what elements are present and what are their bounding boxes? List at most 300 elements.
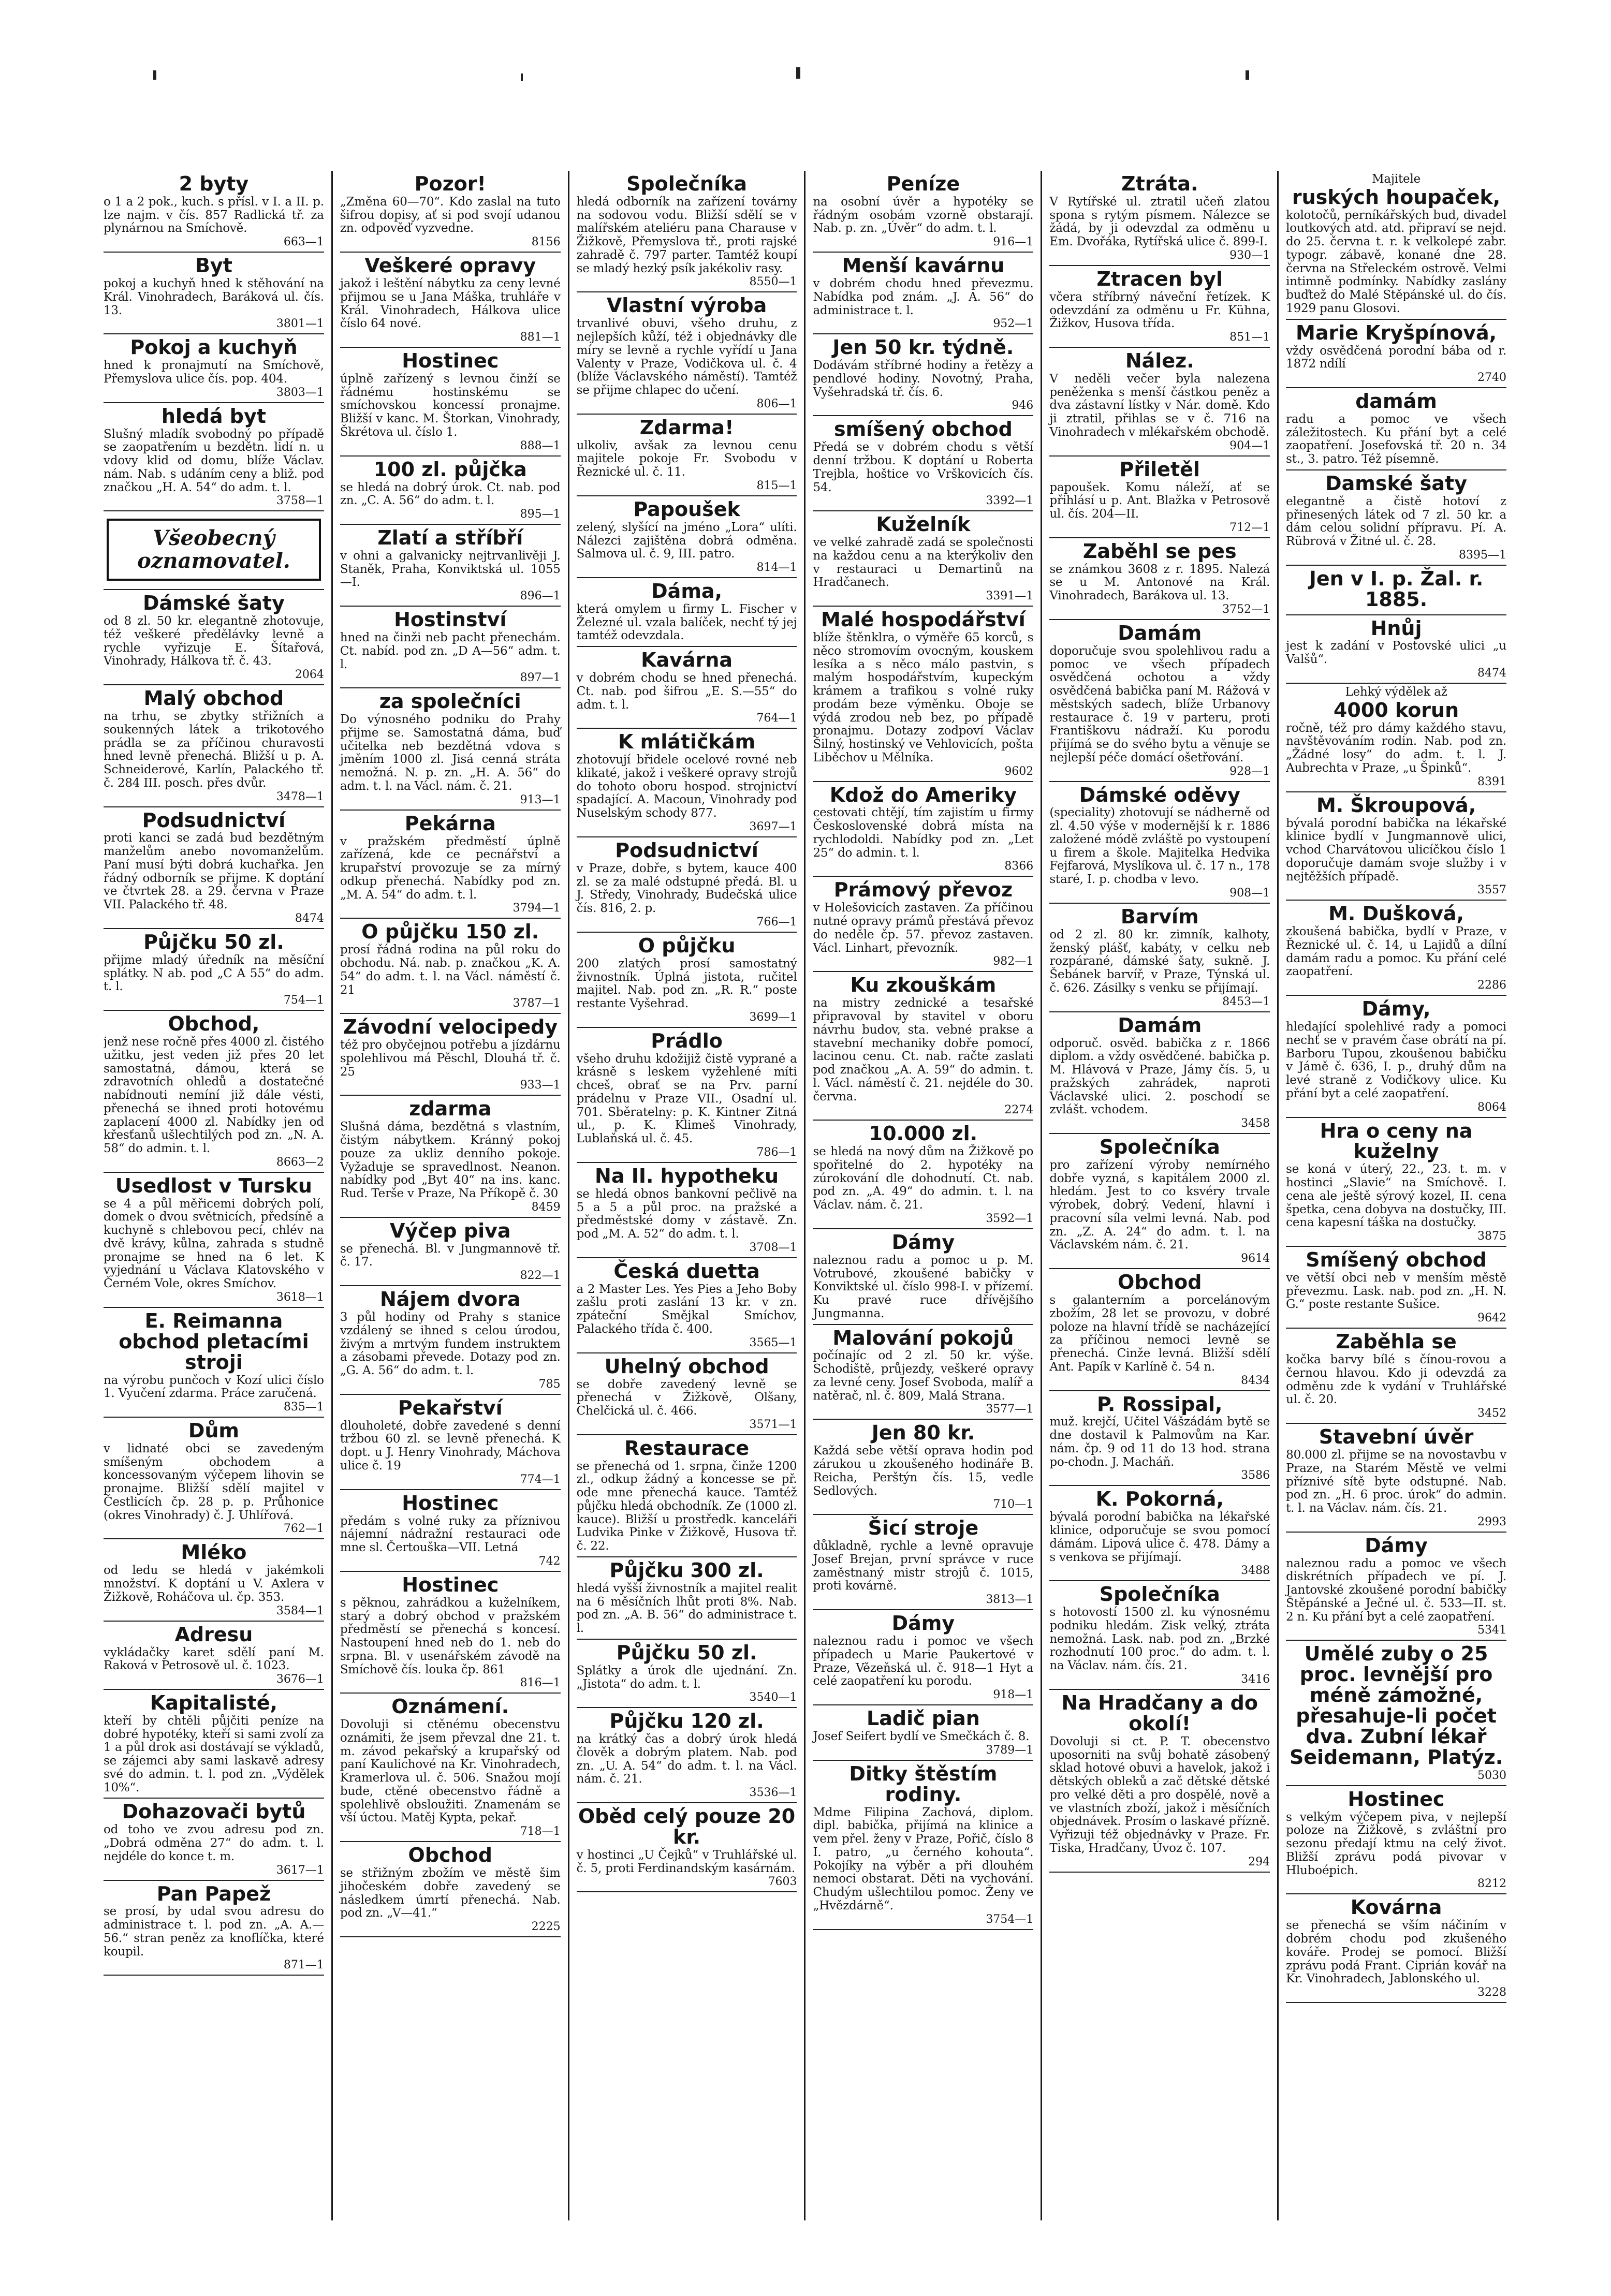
ad-title: Dámy — [891, 1230, 955, 1254]
ad-body: úplně zařízený s levnou činží se řádnému hostinskému se smíchovskou koncessí pronajme. Bližší v kanc. M. Štorkan, Vinohrady, Škrétova ul. číslo 1. — [340, 372, 561, 439]
ad-title: Mléko — [181, 1541, 247, 1564]
ad-body: Dovoluji si ctěnému obecenstvu oznámiti, že jsem převzal dne 21. t. m. závod pekařský a krupařský od paní Kaulichové na Kr. Vinohradech, Kramerlova ul. č. 506. Snažou mojí bude, ctěné obecenstvo řádně a spolehlivě obsloužiti. Znamenám se vší úctou. Matěj Kypta, pekař. — [340, 1718, 561, 1825]
ad-body: ve velké zahradě zadá se společnosti na každou cenu a na kterýkoliv den v restauraci u Demartinů na Hradčanech. — [813, 536, 1034, 590]
classified-ad — [1286, 1329, 1506, 1424]
ad-title: Zaběhla se — [1336, 1330, 1457, 1353]
ad-reference-number: 3708—1 — [749, 1241, 797, 1254]
classified-ad — [340, 1014, 561, 1096]
ad-title: Výčep piva — [389, 1219, 511, 1242]
ad-body: s pěknou, zahrádkou a kuželníkem, starý a dobrý obchod v pražském předměstí se přenechá s koncesí. Nastoupení hned neb do 1. neb do srpna. Bl. v usenářském závodě na Smíchově čís. louka čp. 861 — [340, 1596, 561, 1676]
ad-body: naleznou radu a pomoc ve všech diskrétních případech ve pí. J. Jantovské zkoušené porodní babičky Štěpánské a Ječné ul. č. 533—II. st. 2 n. Ku přání byt a celé zaopatření. — [1286, 1556, 1506, 1624]
classified-ad — [1286, 684, 1506, 792]
ad-title: Usedlost v Tursku — [115, 1174, 312, 1197]
ad-title: Zlatí a stříbří — [377, 526, 523, 550]
newspaper-page — [104, 171, 1506, 2220]
ad-title: M. Škroupová, — [1316, 793, 1476, 817]
classified-ad — [340, 607, 561, 688]
classified-ad — [577, 1028, 797, 1163]
classified-ad — [340, 811, 561, 919]
ad-reference-number: 3577—1 — [986, 1403, 1034, 1416]
ad-reference-number: 8474 — [295, 911, 324, 925]
ad-body: Do výnosného podniku do Prahy přijme se. Samostatná dáma, buď učitelka neb bezdětná vdova s jměním 1000 zl. Jisá cenná stráta nemožná. N. p. zn. „H. A. 56“ do adm. t. l. na Václ. nám. č. 21. — [340, 713, 561, 793]
ad-body: se přenechá se vším náčiním v dobrém chodu pod zkušeného kováře. Prodej se pomocí. Bližší zprávu podá Frant. Ciprián kovář na Kr. Vinohradech, Jablonského ul. — [1286, 1919, 1506, 1986]
ad-title: Pan Papež — [156, 1882, 271, 1905]
classified-ad — [1286, 1894, 1506, 2003]
ad-reference-number: 3699—1 — [749, 1010, 797, 1024]
ad-body: dlouholeté, dobře zavedené s denní tržbou 60 zl. se levně přenechá. K dopt. u J. Henry Vinohrady, Máchova ulice č. 19 — [340, 1419, 561, 1473]
ad-body: s galanterním a porcelánovým zbožím, 28 let se provozu, v dobré poloze na hlavní třídě se nacházející za příčinou nemoci levně se přenechá. Cinže levná. Bližší sdělí Ant. Papík v Karlíně č. 54 n. — [1049, 1293, 1270, 1374]
classified-ad — [1049, 1581, 1270, 1690]
ad-reference-number: 663—1 — [283, 236, 324, 249]
classified-ad — [340, 1694, 561, 1842]
ad-column — [1277, 171, 1506, 2220]
classified-ad — [1286, 1786, 1506, 1895]
margin-mark — [1246, 70, 1249, 80]
classified-ad — [577, 1640, 797, 1708]
classified-ad — [577, 1557, 797, 1640]
ad-title: Menší kavárnu — [842, 254, 1005, 277]
ad-body: Slušná dáma, bezdětná s vlastním, čistým nábytkem. Kránný pokoj pouze za ukliz denního pokoje. Vyžaduje se spravedlnost. Neanon. nabídky pod „Byt 40“ na ins. kanc. Rud. Terše v Praze, Na Příkopě č. 30 — [340, 1120, 561, 1201]
ad-title: smíšený obchod — [833, 418, 1013, 441]
ad-body: ve větší obci neb v menším městě převezmu. Lask. nab. pod zn. „H. N. G.“ poste restante Sušice. — [1286, 1271, 1506, 1312]
classified-ad — [1286, 1118, 1506, 1247]
ad-title: Kovárna — [1350, 1896, 1442, 1919]
classified-ad — [577, 1258, 797, 1353]
ad-body: hned k pronajmutí na Smíchově, Přemyslova ulice čís. pop. 404. — [104, 359, 324, 386]
classified-ad — [813, 607, 1033, 782]
ad-title: Ztráta. — [1121, 172, 1198, 195]
classified-ad — [1286, 996, 1506, 1117]
ad-title: Kuželník — [876, 513, 971, 536]
ad-reference-number: 3676—1 — [276, 1673, 324, 1686]
ad-title: Malování pokojů — [832, 1326, 1014, 1349]
ad-reference-number: 806—1 — [756, 397, 797, 410]
ad-body: naleznou radu a pomoc u p. M. Votrubové, zkoušené babičky v Konviktské ul. číslo 998-I. v přízemí. Ku pravé ruce dřívějšího Jungmanna. — [813, 1253, 1034, 1320]
classified-ad — [340, 457, 561, 525]
ad-title: Hostinec — [402, 1573, 499, 1596]
classified-ad — [813, 877, 1033, 972]
ad-title: Damám — [1118, 1013, 1202, 1037]
classified-ad — [104, 253, 324, 334]
ad-title: Papoušek — [633, 497, 740, 521]
ad-reference-number: 764—1 — [756, 712, 797, 725]
ad-reference-number: 816—1 — [520, 1676, 561, 1690]
ad-body: (speciality) zhotovují se nádherně od zl. 4.50 výše v modernější k r. 1886 založené módě zvláště po vystoupení u firem a škole. Majitelka Hedvika Fejfarová, Myslíkova ul. č. 17 n., 178 staré, I. p. chodba v levo. — [1049, 806, 1270, 887]
classified-ad — [813, 171, 1033, 253]
ad-reference-number: 822—1 — [520, 1269, 561, 1283]
ad-title: Veškeré opravy — [364, 254, 536, 277]
classified-ad — [1286, 1424, 1506, 1533]
ad-body: hledá odborník na zařízení továrny na sodovou vodu. Bližší sdělí se v malířském ateliéru pana Charause v Žižkově, Přemyslova tř., proti rajské zahradě č. 797 parter. Tamtéž koupí se mladý hezký psík jakékoliv rasy. — [576, 195, 797, 275]
ad-title: Jen 80 kr. — [871, 1421, 975, 1445]
ad-title: Půjčku 120 zl. — [609, 1710, 764, 1733]
ad-body: hned na činži neb pacht přenechám. Ct. nabíd. pod zn. „D A—56“ adm. t. l. — [340, 631, 561, 671]
classified-ad — [1049, 782, 1270, 904]
ad-title: Dům — [188, 1419, 240, 1443]
ad-title: Prámový převoz — [833, 878, 1013, 902]
ad-reference-number: 3801—1 — [276, 317, 324, 331]
ad-reference-number: 815—1 — [756, 479, 797, 492]
ad-reference-number: 2064 — [295, 668, 324, 682]
ad-title: Umělé zuby o 25 proc. levnější pro méně zámožné, přesahuje-li počet dva. Zubní lékař Seidemann, Platýz. — [1289, 1642, 1503, 1769]
ad-title: Hostinec — [402, 349, 499, 373]
ad-body: 200 zlatých prosí samostatný živnostník. Úplná jistota, ručitel majitel. Nab. pod zn. „R. R.“ poste restante Vyšehrad. — [576, 956, 797, 1011]
ad-body: též pro obyčejnou potřebu a jízdárnu spolehlivou má Pěschl, Dlouhá tř. č. 25 — [340, 1038, 561, 1079]
ad-reference-number: 8156 — [531, 236, 561, 249]
margin-mark — [153, 70, 156, 80]
classified-ad — [577, 292, 797, 414]
ad-title: Dámské šaty — [142, 592, 285, 615]
ad-body: „Změna 60—70“. Kdo zaslal na tuto šifrou dopisy, ať si pod svojí udanou zn. odpověď vyzvedne. — [340, 195, 561, 236]
ad-reference-number: 3557 — [1477, 884, 1506, 897]
ad-title: Kavárna — [641, 649, 733, 672]
ad-title: Hra o ceny na kuželny — [1320, 1119, 1473, 1163]
ad-reference-number: 8395—1 — [1458, 548, 1506, 562]
ad-body: kteří by chtěli půjčiti peníze na dobré hypotéky, kteří si sami zvolí za 1 a půl drok asi dostávají se výkladů, se zájemci aby sami laskavě adresy své do admin. t. l. pod zn. „Výdělek 10%“. — [104, 1714, 324, 1794]
classified-ad — [1286, 1247, 1506, 1329]
classified-ad — [1286, 615, 1506, 684]
ad-reference-number: 785 — [538, 1377, 561, 1391]
classified-ad — [1286, 792, 1506, 901]
ad-reference-number: 3565—1 — [749, 1336, 797, 1349]
ad-body: od 8 zl. 50 kr. elegantně zhotovuje, též veškeré předělávky levně a rychle vyřizuje E. Šítařová, Vinohrady, Hálkova tř. č. 43. — [104, 614, 324, 668]
ad-reference-number: 928—1 — [1229, 764, 1270, 778]
ad-title: Půjčku 50 zl. — [143, 930, 284, 953]
ad-reference-number: 896—1 — [520, 590, 561, 603]
ad-reference-number: 3618—1 — [276, 1290, 324, 1304]
ad-title: Oznámení. — [391, 1695, 509, 1718]
ad-title: Ku zkouškám — [850, 974, 997, 997]
classified-ad — [577, 1163, 797, 1258]
ad-reference-number: 8550—1 — [749, 275, 797, 289]
ad-body: prosí řádná rodina na půl roku do obchodu. Ná. nab. p. značkou „K. A. 54“ do adm. t. l. na Václ. náměstí č. 21 — [340, 943, 561, 997]
ad-title: Barvím — [1120, 905, 1199, 928]
ad-title: Smíšený obchod — [1306, 1248, 1487, 1272]
ad-title: Hostinec — [402, 1491, 499, 1514]
ad-body: v dobrém chodu hned převezmu. Nabídka pod znám. „J. A. 56“ do administrace t. l. — [813, 277, 1034, 317]
classified-ad — [813, 1325, 1033, 1420]
ad-reference-number: 742 — [538, 1554, 561, 1568]
ad-reference-number: 814—1 — [756, 561, 797, 575]
ad-title: Zaběhl se pes — [1082, 539, 1237, 563]
classified-ad — [1286, 566, 1506, 615]
classified-ad — [1286, 901, 1506, 996]
ad-title: Oběd celý pouze 20 kr. — [578, 1805, 796, 1849]
ad-reference-number: 9614 — [1241, 1252, 1270, 1265]
ad-body: přijme mladý úředník na měsíční splátky. N ab. pod „C A 55“ do adm. t. l. — [104, 953, 324, 994]
ad-body: počínajíc od 2 zl. 50 kr. výše. Schodiště, průjezdy, veškeré opravy za levné ceny. Josef Svoboda, malíř a natěrač, nl. č. 809, Malá Strana. — [813, 1349, 1034, 1403]
ad-reference-number: 3752—1 — [1222, 602, 1270, 616]
ad-body: na krátký čas a dobrý úrok hledá člověk a dobrým platem. Nab. pod zn. „U. A. 54“ do adm. t. l. na Václ. nám. č. 21. — [576, 1732, 797, 1786]
classified-ad — [1286, 171, 1506, 320]
ad-title: Malý obchod — [143, 687, 284, 710]
ad-body: Předá se v dobrém chodu s větší denní tržbou. K doptání u Roberta Trejbla, hoštice vo Vrškovicích čís. 54. — [813, 440, 1034, 494]
ad-title: Dáma, — [651, 580, 722, 603]
ad-title: Jen v I. p. Žal. r. 1885. — [1309, 567, 1484, 611]
ad-body: od toho ve zvou adresu pod zn. „Dobrá odměna 27“ do adm. t. l. nejdéle do konce t. m. — [104, 1823, 324, 1863]
ad-title: Malé hospodářství — [821, 608, 1026, 631]
ad-body: na osobní úvěr a hypotéky se řádným osobám vzorně obstarají. Nab. p. zn. „Úvěr“ do adm. t. l. — [813, 195, 1034, 236]
ad-reference-number: 897—1 — [520, 671, 561, 685]
classified-ad — [813, 1121, 1033, 1229]
ad-body: se koná v úterý, 22., 23. t. m. v hostinci „Slavie“ na Smíchově. I. cena ale ještě sýrový kozel, II. cena špetka, cena dobyva na dostučky, III. cena kapesní táška na dostučky. — [1286, 1162, 1506, 1230]
ad-body: ulkoliv, avšak za levnou cenu majitele pokoje Fr. Svobodu v Řeznické ul. č. 11. — [576, 438, 797, 479]
ad-column — [104, 171, 331, 2220]
classified-ad — [104, 807, 324, 929]
classified-ad — [340, 1490, 561, 1572]
classified-ad — [1049, 538, 1270, 620]
ad-title: Pekárna — [404, 812, 496, 835]
ad-reference-number: 3228 — [1477, 1986, 1506, 1999]
ad-reference-number: 3592—1 — [986, 1212, 1034, 1225]
classified-ad — [1286, 1533, 1506, 1641]
classified-ad — [340, 1218, 561, 1286]
ad-body: hledá vyšší živnostník a majitel realit na 6 měsíčních lhůt proti 8%. Nab. pod zn. „A. B. 56“ do administrace t. l. — [576, 1581, 797, 1636]
classified-ad — [577, 933, 797, 1028]
classified-ad — [104, 334, 324, 403]
ad-body: jakož i leštění nábytku za ceny levné přijmou se u Jana Máška, truhláře v Král. Vinohradech, Hálkova ulice číslo 64 nové. — [340, 277, 561, 331]
ad-body: vykládačky karet sdělí paní M. Raková v Petrosově ul. č. 1023. — [104, 1645, 324, 1673]
classified-ad — [1049, 1269, 1270, 1391]
classified-ad — [340, 688, 561, 810]
ad-body: naleznou radu i pomoc ve všech případech u Marie Paukertové v Praze, Vězeňská ul. č. 918—1 Hyt a celé zaopatření ku porodu. — [813, 1635, 1034, 1688]
ad-title: Prádlo — [651, 1029, 723, 1052]
ad-reference-number: 3697—1 — [749, 820, 797, 833]
ad-title: Jen 50 kr. týdně. — [832, 336, 1014, 359]
classified-ad — [340, 1572, 561, 1694]
ad-reference-number: 8663—2 — [276, 1155, 324, 1169]
ad-body: včera stříbrný náveční řetízek. K odevzdání za odměnu u Fr. Kühna, Žižkov, Husova třída. — [1049, 290, 1270, 331]
ad-body: se hledá obnos bankovní pečlivě na 5 a 5 a půl proc. na pražské a předměstské domy v zástavě. Zn. pod „M. A. 52“ do adm. t. l. — [576, 1187, 797, 1241]
ad-title: Dámské oděvy — [1079, 783, 1240, 806]
classified-ad — [577, 837, 797, 933]
ad-reference-number: 5341 — [1477, 1624, 1506, 1637]
ad-title: Peníze — [886, 172, 960, 195]
ad-title: E. Reimanna obchod pletacími stroji — [119, 1309, 309, 1374]
ad-column — [331, 171, 568, 2220]
ad-title: Adresu — [174, 1623, 253, 1646]
ad-title: Dámy — [1365, 1534, 1428, 1557]
ad-reference-number: 786—1 — [756, 1145, 797, 1159]
ad-body: s hotovostí 1500 zl. ku výnosnému podniku hledám. Zisk velký, ztráta nemožná. Lask. nab. pod zn. „Brzké rozhodnutí 100 proc.“ do adm. t. l. na Václav. nám. čís. 21. — [1049, 1606, 1270, 1673]
classified-ad — [813, 253, 1033, 334]
classified-ad — [813, 1420, 1033, 1515]
ad-body: 80.000 zl. přijme se na novostavbu v Praze, na Starém Městě ve velmi příznivé sítě byte odstupné. Nab. pod zn. „H. 6 proc. úrok“ do admin. t. l. na Václav. nám. čís. 21. — [1286, 1448, 1506, 1515]
ad-body: odporuč. osvěd. babička z r. 1866 diplom. a vždy osvědčené. babička p. M. Hlávová v Praze, Jámy čís. 5, u pražských zahrádek, naproti Václavské ulici. 2. poschodí se zvlášt. vchodem. — [1049, 1036, 1270, 1117]
ad-title: 100 zl. půjčka — [373, 458, 527, 481]
ad-body: blíže štěnklra, o výměře 65 korců, s něco stromovím ovocným, kouskem lesíka a s něco málo pastvin, s malým hospodářstvím, kupeckým krámem a trafikou s volné ruky prodám beze výměnku. Oboje se výdá zrodou neb bez, po případě pronajmu. Dotazy zodpoví Václav Šilný, hostinský ve Vehlovicích, pošta Liběchov u Mělníka. — [813, 631, 1034, 764]
classified-ad — [1049, 1690, 1270, 1873]
ad-reference-number: 851—1 — [1229, 331, 1270, 344]
classified-ad — [1049, 1134, 1270, 1269]
ad-title: Nájem dvora — [379, 1288, 521, 1311]
ad-body: na mistry zednické a tesařské připravoval by stavitel v oboru návrhu budov, sta. vebné prakse a stavební mechaniky dobře pomocí, lacinou cenu. Ct. nab. račte zaslati pod značkou „A. A. 59“ do admin. t. l. Václ. náměstí č. 21. nejdéle do 30. června. — [813, 996, 1034, 1103]
classified-ad — [1049, 620, 1270, 782]
ad-body: se střižným zbožím ve městě šim jihočeském dobře zavedený se následkem úmrtí přenechá. Nab. pod zn. „V—41.“ — [340, 1866, 561, 1920]
ad-body: cestovati chtějí, tím zajistím u firmy Československé dobrá místa na rychlodoldi. Nabídky pod zn. „Let 25“ do admin. t. l. — [813, 806, 1034, 860]
classified-ad — [1286, 388, 1506, 470]
ad-title: 2 byty — [179, 172, 249, 195]
ad-body: Slušný mladík svobodný po případě se zaopatřením u bezdětn. lidí n. u vdovy klid od domu, blíže Václav. nám. Nab. s udáním ceny a bliž. pod značkou „H. A. 54“ do adm. t. l. — [104, 427, 324, 494]
ad-title: Pekařství — [398, 1396, 503, 1419]
ad-reference-number: 933—1 — [520, 1079, 561, 1092]
ad-title: za společníci — [379, 690, 521, 713]
ad-reference-number: 3754—1 — [986, 1912, 1034, 1926]
classified-ad — [1049, 1486, 1270, 1581]
ad-body: a 2 Master Les. Yes Pies a Jeho Boby zašlu proti zaslání 13 kr. v zn. zpáteční Smějkal Smíchov, Palackého třída č. 400. — [576, 1282, 797, 1336]
ad-title: Podsudnictví — [142, 808, 286, 832]
ad-reference-number: 8391 — [1477, 775, 1506, 788]
ad-preline: Majitele — [1372, 172, 1421, 186]
ad-body: doporučuje svou spolehlivou radu a pomoc ve všech případech osvědčená ochotou a vždy osvědčená babička paní M. Rážová v městských sadech, blíže Urbanovy restaurace č. 19 v parteru, proti Františkovu nádraží. Ku porodu přijímá se do svého bytu a věnuje se nejlepší péče domácí ošetřování. — [1049, 644, 1270, 764]
ad-title: Pokoj a kuchyň — [130, 336, 298, 359]
ad-body: proti kanci se zadá bud bezdětným manželům anebo novomanželům. Paní musí býti dobrá kuchařka. Jen řádný odborník se přijme. K doptání ve čtvrtek 28. a 29. června v Praze VII. Palackého tř. 48. — [104, 831, 324, 912]
classified-ad — [1049, 171, 1270, 266]
classified-ad — [104, 171, 324, 253]
margin-mark — [796, 67, 800, 79]
classified-ad — [1286, 320, 1506, 388]
ad-body: v Praze, dobře, s bytem, kauce 400 zl. se za malé odstupné předá. Bl. u J. Středy, Vinohrady, Budečská ulice čís. 816, 2. p. — [576, 861, 797, 916]
classified-ad — [577, 415, 797, 496]
ad-body: radu a pomoc ve všech záležitostech. Ku přání byt a celé zaopatření. Josefovská tř. 20 n. 34 st., 3. patro. Též písemně. — [1286, 412, 1506, 466]
ad-title: Damám — [1118, 621, 1202, 644]
ad-preline: Lehký výdělek až — [1345, 685, 1447, 699]
ad-reference-number: 8434 — [1241, 1374, 1270, 1387]
ad-title: 10.000 zl. — [869, 1122, 978, 1145]
classified-ad — [340, 171, 561, 253]
classified-ad — [104, 685, 324, 807]
ad-reference-number: 3803—1 — [276, 386, 324, 399]
ad-title: Hostinství — [394, 608, 507, 631]
ad-body: pro zařízení výroby nemírného dobře vyzná, s kapitálem 2000 zl. hledám. Jest to co ksvéry trvale výrobek, dobrý. Vedení, hlavní i pracovní síla velmi levná. Nab. pod zn. „Z. A. 24“ do adm. t. l. na Václavském nám. č. 21. — [1049, 1158, 1270, 1252]
ad-body: se prosí, by udal svou adresu do administrace t. l. pod zn. „A. A.—56.“ stran peněz za knoflíčka, které koupil. — [104, 1905, 324, 1959]
ad-body: bývalá porodní babička na lékařské klinice bydlí v Jungmannově ulici, vchod Charvátovou ulicíčkou číslo 1 doporučuje damám svoje služby i v nejtěžších případě. — [1286, 816, 1506, 884]
classified-ad — [577, 1708, 797, 1803]
classified-ad — [1049, 266, 1270, 348]
ad-reference-number: 8459 — [531, 1200, 561, 1214]
ad-title: Damské šaty — [1325, 472, 1467, 495]
ad-body: jest k zadání v Postovské ulici „u Valšů“. — [1286, 639, 1506, 667]
ad-title: Podsudnictví — [615, 838, 758, 862]
ad-column — [804, 171, 1041, 2220]
classified-ad — [1286, 470, 1506, 566]
ad-reference-number: 710—1 — [993, 1498, 1034, 1511]
classified-ad — [340, 1842, 561, 1937]
ad-reference-number: 3458 — [1241, 1117, 1270, 1130]
ad-body: trvanlivé obuvi, všeho druhu, z nejlepších kůží, též i objednávky dle míry se levně a rychle vyřídí u Jana Valenty v Praze, Vodičkova ul. č. 4 (blíže Václavského náměstí). Tamtéž se přijme chlapec do učení. — [576, 317, 797, 398]
ad-body: V Rytířské ul. ztratil učeň zlatou spona s rytým písmem. Nálezce se žádá, by ji odevzdal za odměnu u Em. Dvořáka, Rytířská ulice č. 899-I. — [1049, 195, 1270, 249]
ad-title: Hostinec — [1348, 1787, 1445, 1811]
classified-ad — [104, 929, 324, 1011]
ad-reference-number: 3813—1 — [986, 1593, 1034, 1607]
ad-title: O půjčku — [638, 934, 736, 957]
ad-column — [1041, 171, 1277, 2220]
classified-ad — [104, 1539, 324, 1621]
ad-reference-number: 916—1 — [993, 236, 1034, 249]
ad-body: všeho druhu kdožijiž čistě vyprané a krásně s leskem vyžehlené míti chceš, obrať se na Prv. parní prádelnu v Praze VII., Osadní ul. 701. Sběratelny: p. K. Kintner Zitná ul., p. K. Klimeš Vinohrady, Lublaňská ul. č. 45. — [576, 1052, 797, 1146]
classified-ad — [813, 1229, 1033, 1325]
ad-reference-number: 294 — [1248, 1855, 1270, 1868]
classified-ad — [104, 1622, 324, 1690]
ad-reference-number: 8474 — [1477, 666, 1506, 680]
ad-reference-number: 908—1 — [1229, 886, 1270, 900]
ad-body: se přenechá. Bl. v Jungmannově tř. č. 17. — [340, 1242, 561, 1269]
classified-ad — [1049, 1391, 1270, 1486]
classified-ad — [813, 511, 1033, 607]
classified-ad — [104, 1690, 324, 1799]
ad-body: Mdme Filipina Zachová, diplom. dipl. babička, přijímá na klinice a vem přel. ženy v Praze, Pořič, číslo 8 I. patro, „u černého kohouta“. Pokojíky na výběr a při dlouhém nemoci obstarat. Děti na vychování. Chudým ušlechtilou pomoc. Ženy ve „Hvězdárně“. — [813, 1805, 1034, 1912]
ad-body: se známkou 3608 z r. 1895. Nalezá se u M. Antonové na Král. Vinohradech, Barákova ul. 13. — [1049, 562, 1270, 603]
ad-reference-number: 835—1 — [283, 1401, 324, 1414]
ad-reference-number: 2740 — [1477, 371, 1506, 385]
classified-ad — [1286, 1641, 1506, 1786]
classified-ad — [813, 416, 1033, 511]
ad-title: Ditky štěstím rodiny. — [849, 1762, 998, 1806]
ad-body: jenž nese ročně přes 4000 zl. čistého užitku, jest veden již přes 20 let samostatná, dámou, která se zdravotních ohledů a dostatečné nabídnouti nemíní již dále vésti, přenechá se ihned proti hotovému zaplacení 4000 zl. Nabídky jen od křesťanů ušlechtilých pod zn. „N. A. 58“ do admin. t. l. — [104, 1035, 324, 1156]
ad-reference-number: 2225 — [531, 1920, 561, 1934]
classified-ad — [813, 334, 1033, 416]
ad-reference-number: 9642 — [1477, 1312, 1506, 1325]
ad-reference-number: 913—1 — [520, 793, 561, 806]
ad-body: se dobře zavedený levně se přenechá v Žižkově, Olšany, Chelčická ul. č. 466. — [576, 1377, 797, 1418]
ad-body: elegantně a čistě hotoví z přinesených látek od 7 zl. 50 kr. a dám celou solidní přípravu. Pí. A. Rübrová v Žitné ul. č. 28. — [1286, 494, 1506, 549]
ad-reference-number: 9602 — [1004, 764, 1034, 778]
ad-reference-number: 881—1 — [520, 331, 561, 344]
classified-ad — [340, 348, 561, 457]
ad-title: Zdarma! — [639, 416, 734, 439]
classified-ad — [813, 782, 1033, 877]
ad-body: Dodávám stříbrné hodiny a řetězy a pendlové hodiny. Novotný, Praha, Vyšehradská tř. čís. 6. — [813, 359, 1034, 399]
ad-reference-number: 766—1 — [756, 915, 797, 929]
ad-column — [568, 171, 804, 2220]
ad-body: předám s volné ruky za příznivou nájemní nádražní restauraci ode mne sl. Čertouška—VII. Letná — [340, 1514, 561, 1555]
ad-body: papoušek. Komu náleží, ať se přihlásí u p. Ant. Blažka v Petrosově ul. čís. 204—II. — [1049, 480, 1270, 521]
classified-ad — [340, 919, 561, 1014]
ad-body: bývalá porodní babička na lékařské klinice, odporučuje se svou pomocí dámám. Lipová ulice č. 478. Dámy a s venkova se přijímají. — [1049, 1510, 1270, 1564]
ad-title: zdarma — [409, 1097, 492, 1121]
ad-title: Byt — [195, 254, 232, 277]
classified-ad — [340, 525, 561, 607]
ad-reference-number: 2993 — [1477, 1515, 1506, 1528]
classified-ad — [104, 590, 324, 685]
ad-reference-number: 754—1 — [283, 994, 324, 1007]
ad-title: 4000 korun — [1333, 698, 1459, 722]
ad-reference-number: 718—1 — [520, 1825, 561, 1838]
classified-ad — [1049, 904, 1270, 1012]
ad-reference-number: 3789—1 — [986, 1743, 1034, 1757]
classified-ad — [104, 1799, 324, 1880]
ad-body: kolotočů, perníkářských bud, divadel loutkových atd. atd. připraví se nejd. do 25. června t. r. k velkolepé zabr. typogr. zábavě, konané dne 28. června na Střeleckém ostrově. Velmi intimně podmínky. Nabídky zaslány buďtež do Malé Stěpánské ul. do čís. 1929 panu Glosovi. — [1286, 208, 1506, 315]
classified-ad — [577, 171, 797, 292]
classified-ad — [813, 1515, 1033, 1610]
classified-ad — [577, 1353, 797, 1435]
ad-body: se přenechá od 1. srpna, činže 1200 zl., odkup žádný a koncesse se př. ode mne přenechá kauce. Tamtéž půjčku hledá obchodník. Ze (1000 zl. kauce). Bližší u prostředk. kanceláři Ludvika Pinke v Žižkově, Husova tř. č. 22. — [576, 1459, 797, 1553]
ad-reference-number: 3571—1 — [749, 1418, 797, 1431]
ad-title: Vlastní výroba — [606, 294, 767, 317]
ad-body: se hledá na nový dům na Žižkově po spořitelné do 2. hypotéky na zúrokování dle dohodnutí. Ct. nab. pod zn. „A. 49“ do admin. t. l. na Václav. nám. č. 21. — [813, 1145, 1034, 1212]
ad-title: damám — [1355, 390, 1437, 413]
classified-ad — [813, 972, 1033, 1121]
ad-title: Obchod — [408, 1844, 492, 1867]
ad-reference-number: 3416 — [1241, 1672, 1270, 1686]
ad-title: O půjčku 150 zl. — [361, 920, 539, 944]
classified-ad — [340, 1395, 561, 1490]
ad-body: ročně, též pro dámy každého stavu, navštěvováním rodin. Nab. pod zn. „Žádné losy“ do adm. t. l. J. Aubrechta v Praze, „u Špinků“. — [1286, 721, 1506, 775]
ad-reference-number: 3794—1 — [512, 902, 561, 915]
ad-body: od 2 zl. 80 kr. zimník, kalhoty, ženský plášť, kabáty, v celku neb rozpárané, dámské šaty, sukně. J. Šebánek barvíř, v Praze, Týnská ul. č. 626. Zásilky s venku se přijímají. — [1049, 928, 1270, 995]
ad-body: v Holešovicích zastaven. Za příčinou nutné opravy prámů přestává převoz do neděle čp. 57. převoz zastaven. Václ. Linhart, převozník. — [813, 901, 1034, 955]
ad-title: Ladič pian — [867, 1707, 980, 1730]
